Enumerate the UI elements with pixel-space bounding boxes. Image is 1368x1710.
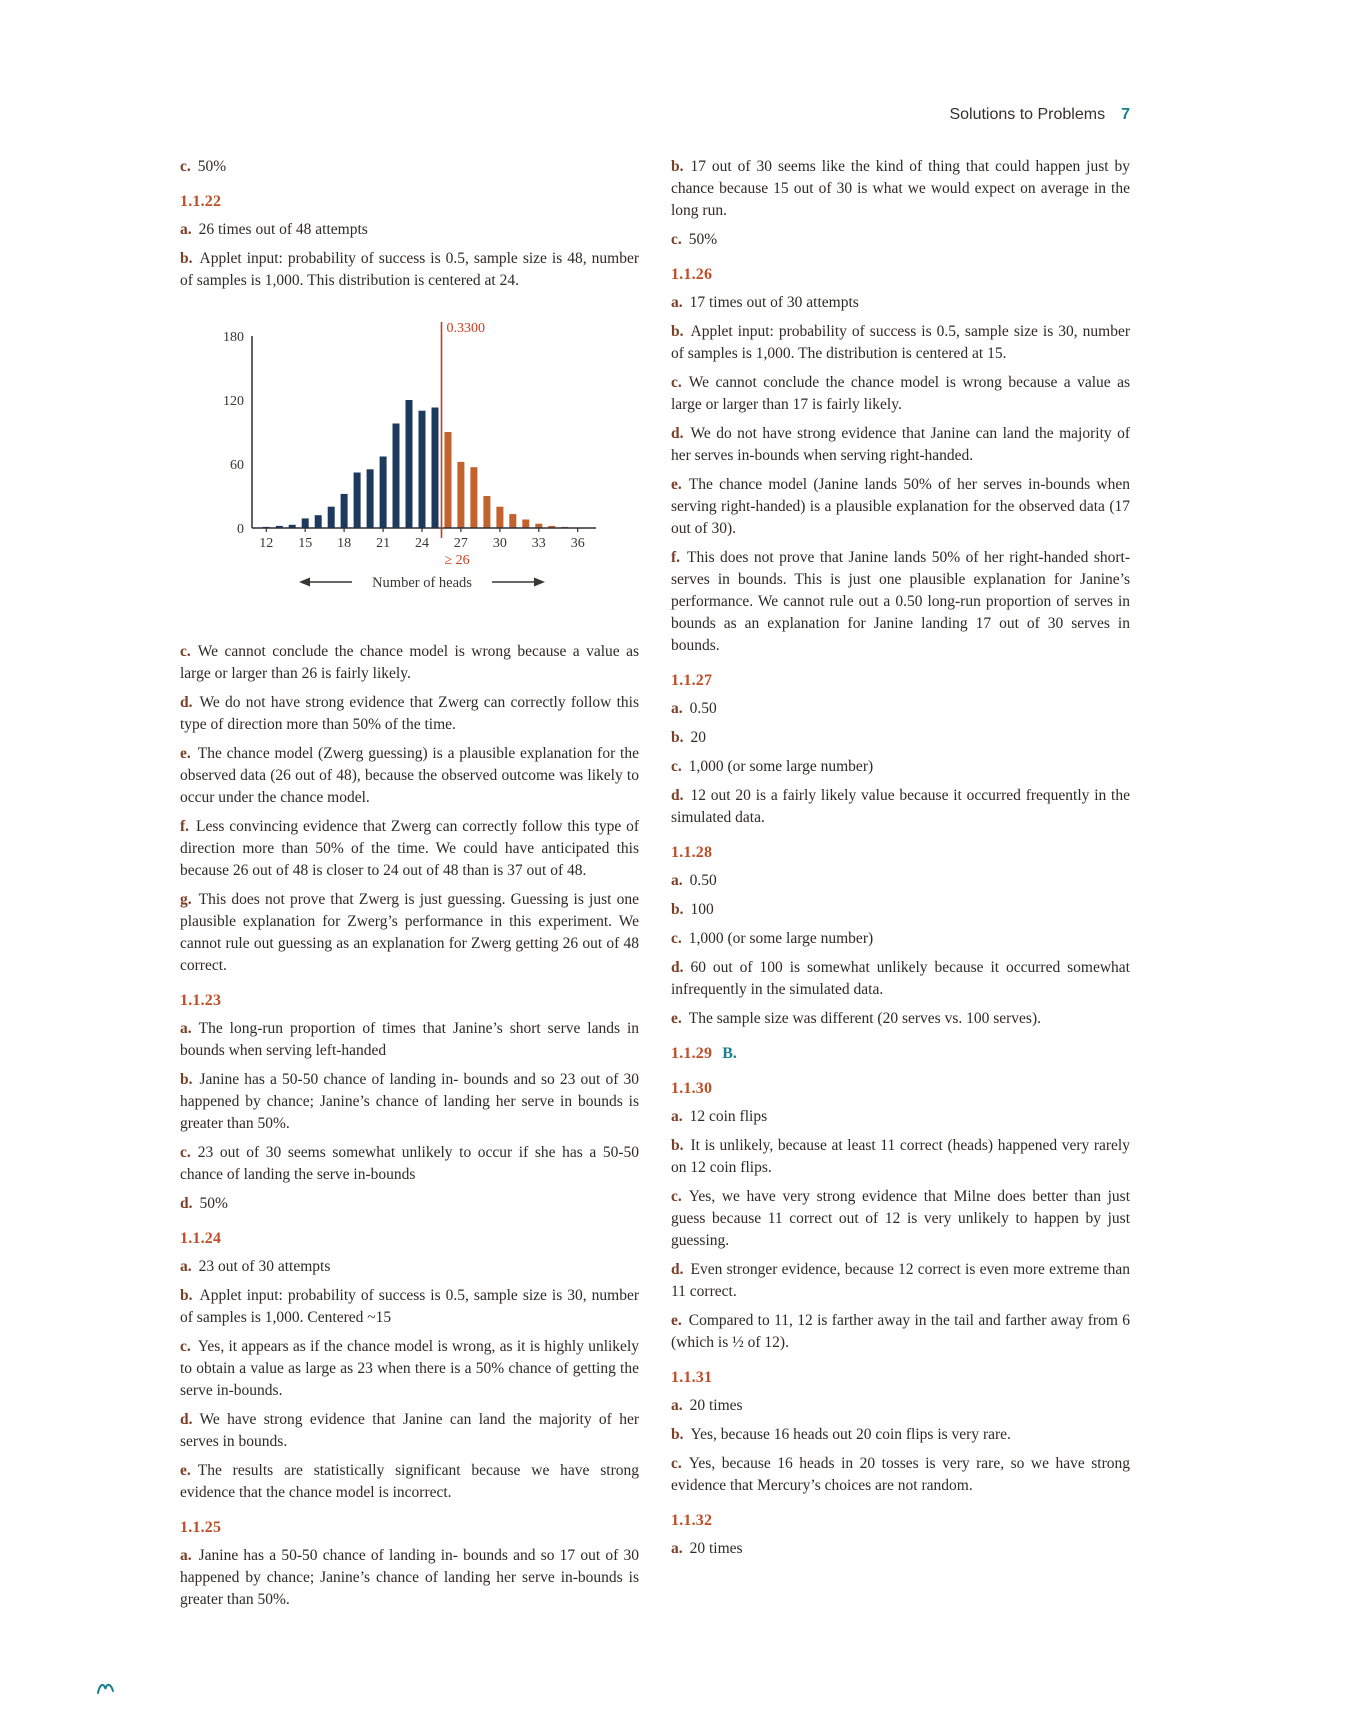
answer-text: 60 out of 100 is somewhat unlikely because it occurred somewhat infrequently in the simulated data.: [671, 959, 1130, 998]
left-column: [180, 156, 639, 1618]
section-heading: [180, 1228, 639, 1250]
section-number: 1.1.31: [671, 1369, 713, 1386]
section-heading: [671, 1078, 1130, 1100]
section-number: 1.1.27: [671, 672, 713, 689]
answer-text: We cannot conclude the chance model is wrong because a value as large or larger than 26 is fairly likely.: [180, 643, 639, 682]
svg-text:36: 36: [570, 536, 585, 551]
answer-letter: a.: [180, 1547, 192, 1564]
answer-item: [671, 1259, 1130, 1303]
section-heading: [180, 191, 639, 213]
svg-text:15: 15: [298, 536, 313, 551]
answer-text: 0.50: [689, 700, 717, 717]
answer-item: [671, 928, 1130, 950]
svg-text:180: 180: [223, 330, 244, 345]
section-heading: [671, 1510, 1130, 1532]
answer-text: 20 times: [689, 1397, 743, 1414]
answer-letter: c.: [180, 158, 191, 175]
answer-item: [180, 743, 639, 809]
svg-text:27: 27: [453, 536, 468, 551]
answer-text: Applet input: probability of success is 0.5, sample size is 30, number of samples is 1,000. The distribution is centered at 15.: [671, 323, 1130, 362]
answer-item: [671, 423, 1130, 467]
page-number: 7: [1121, 106, 1130, 123]
answer-item: [671, 698, 1130, 720]
answer-letter: a.: [180, 221, 192, 238]
answer-text: 26 times out of 48 attempts: [198, 221, 368, 238]
answer-item: [671, 229, 1130, 251]
svg-text:33: 33: [531, 536, 546, 551]
answer-letter: c.: [671, 1188, 682, 1205]
answer-item: [671, 1310, 1130, 1354]
answer-text: We have strong evidence that Janine can land the majority of her serves in bounds.: [180, 1411, 639, 1450]
x-axis: [252, 528, 596, 551]
answer-item: [671, 1395, 1130, 1417]
answer-item: [180, 1409, 639, 1453]
answer-item: [671, 1106, 1130, 1128]
svg-text:24: 24: [415, 536, 429, 551]
answer-letter: e.: [180, 1462, 191, 1479]
answer-letter: c.: [671, 374, 682, 391]
answer-item: [180, 1193, 639, 1215]
answer-letter: a.: [671, 294, 683, 311]
svg-text:60: 60: [230, 458, 244, 473]
answer-text: 20: [690, 729, 706, 746]
section-heading: [671, 842, 1130, 864]
answer-text: The chance model (Janine lands 50% of her serves in-bounds when serving right-handed) is a plausible explanation for the observed data (17 out of 30).: [671, 476, 1130, 537]
answer-item: [671, 321, 1130, 365]
answer-letter: b.: [180, 1287, 193, 1304]
answer-item: [671, 1008, 1130, 1030]
answer-letter: c.: [671, 930, 682, 947]
answer-item: [671, 474, 1130, 540]
answer-item: [671, 1186, 1130, 1252]
section-number: 1.1.30: [671, 1080, 713, 1097]
answer-item: [180, 1285, 639, 1329]
svg-text:30: 30: [492, 536, 507, 551]
page-header: [180, 104, 1130, 126]
page-corner-mark: [96, 1680, 116, 1696]
answer-text: Less convincing evidence that Zwerg can correctly follow this type of direction more than 50% of the time. We could have anticipated this because 26 out of 48 is closer to 24 out of 48 than is 37 out of 48.: [180, 818, 639, 879]
answer-text: 12 out 20 is a fairly likely value because it occurred frequently in the simulated data.: [671, 787, 1130, 826]
answer-letter: b.: [671, 1137, 684, 1154]
header-title: Solutions to Problems: [949, 106, 1106, 123]
section-number: 1.1.23: [180, 992, 222, 1009]
inline-answer: B.: [722, 1045, 737, 1062]
right-column: [671, 156, 1130, 1567]
answer-letter: d.: [671, 425, 684, 442]
answer-letter: b.: [180, 250, 193, 267]
proportion-label: 0.3300: [446, 321, 485, 336]
answer-letter: a.: [671, 1540, 683, 1557]
answer-item: [671, 292, 1130, 314]
answer-text: The sample size was different (20 serves vs. 100 serves).: [688, 1010, 1041, 1027]
answer-text: Yes, because 16 heads out 20 coin flips is very rare.: [690, 1426, 1011, 1443]
answer-item: [180, 1018, 639, 1062]
answer-text: 0.50: [689, 872, 717, 889]
answer-text: We cannot conclude the chance model is wrong because a value as large or larger than 17 is fairly likely.: [671, 374, 1130, 413]
answer-text: We do not have strong evidence that Zwerg can correctly follow this type of direction more than 50% of the time.: [180, 694, 639, 733]
two-column-layout: [180, 156, 1130, 1618]
left-arrow-icon: [299, 578, 310, 587]
answer-letter: d.: [671, 787, 684, 804]
threshold-label: ≥ 26: [444, 553, 470, 568]
section-number: 1.1.25: [180, 1519, 222, 1536]
answer-item: [180, 1460, 639, 1504]
answer-item: [671, 756, 1130, 778]
answer-letter: a.: [671, 872, 683, 889]
answer-text: Yes, because 16 heads in 20 tosses is very rare, so we have strong evidence that Mercury’s choices are not random.: [671, 1455, 1130, 1494]
answer-text: This does not prove that Zwerg is just guessing. Guessing is just one plausible explanation for Zwerg’s performance in this experiment. We cannot rule out guessing as an explanation for Zwerg getting 26 out of 48 correct.: [180, 891, 639, 974]
answer-letter: f.: [180, 818, 190, 835]
answer-letter: b.: [180, 1071, 193, 1088]
answer-text: 23 out of 30 attempts: [198, 1258, 331, 1275]
answer-text: Yes, we have very strong evidence that Milne does better than just guess because 11 correct out of 12 is very unlikely to happen by just guessing.: [671, 1188, 1130, 1249]
histogram-svg: [206, 312, 606, 612]
answer-letter: b.: [671, 1426, 684, 1443]
answer-item: [671, 1424, 1130, 1446]
svg-text:21: 21: [376, 536, 391, 551]
answer-letter: c.: [180, 1338, 191, 1355]
answer-letter: c.: [180, 643, 191, 660]
answer-letter: a.: [180, 1020, 192, 1037]
section-number: 1.1.28: [671, 844, 713, 861]
answer-letter: g.: [180, 891, 192, 908]
answer-item: [671, 785, 1130, 829]
answer-text: 17 times out of 30 attempts: [689, 294, 859, 311]
answer-letter: d.: [671, 1261, 684, 1278]
section-number: 1.1.24: [180, 1230, 222, 1247]
answer-text: Janine has a 50-50 chance of landing in- bounds and so 23 out of 30 happened by chance; Janine’s chance of landing her serve in bounds is greater than 50%.: [180, 1071, 639, 1132]
answer-letter: b.: [671, 323, 684, 340]
answer-letter: d.: [180, 694, 193, 711]
answer-letter: a.: [671, 700, 683, 717]
answer-item: [180, 1142, 639, 1186]
section-heading: [180, 1517, 639, 1539]
svg-text:12: 12: [259, 536, 274, 551]
answer-item: [180, 1069, 639, 1135]
answer-item: [671, 1453, 1130, 1497]
answer-item: [671, 727, 1130, 749]
answer-text: We do not have strong evidence that Janine can land the majority of her serves in-bounds when serving right-handed.: [671, 425, 1130, 464]
answer-text: Janine has a 50-50 chance of landing in- bounds and so 17 out of 30 happened by chance; Janine’s chance of landing her serve in-bounds is greater than 50%.: [180, 1547, 639, 1608]
section-heading: [671, 1367, 1130, 1389]
answer-letter: a.: [180, 1258, 192, 1275]
answer-item: [180, 1545, 639, 1611]
section-number: 1.1.32: [671, 1512, 713, 1529]
answer-item: [671, 547, 1130, 657]
answer-text: 23 out of 30 seems somewhat unlikely to occur if she has a 50-50 chance of landing the serve in-bounds: [180, 1144, 639, 1183]
answer-text: 100: [690, 901, 714, 918]
answer-letter: b.: [671, 158, 684, 175]
svg-text:120: 120: [223, 394, 244, 409]
answer-letter: a.: [671, 1108, 683, 1125]
answer-letter: f.: [671, 549, 681, 566]
answer-text: Compared to 11, 12 is farther away in the tail and farther away from 6 (which is ½ of 12).: [671, 1312, 1130, 1351]
answer-text: Even stronger evidence, because 12 correct is even more extreme than 11 correct.: [671, 1261, 1130, 1300]
answer-item: [671, 1538, 1130, 1560]
answer-text: 50%: [688, 231, 718, 248]
answer-text: 50%: [197, 158, 227, 175]
answer-letter: e.: [671, 476, 682, 493]
section-heading: [671, 1043, 1130, 1065]
answer-item: [180, 692, 639, 736]
answer-item: [671, 870, 1130, 892]
answer-item: [180, 1256, 639, 1278]
svg-text:18: 18: [337, 536, 352, 551]
answer-letter: c.: [671, 231, 682, 248]
answer-item: [671, 1135, 1130, 1179]
answer-item: [180, 156, 639, 178]
svg-text:Number of heads: Number of heads: [372, 575, 472, 591]
answer-letter: d.: [180, 1411, 193, 1428]
section-heading: [671, 264, 1130, 286]
answer-letter: e.: [671, 1010, 682, 1027]
answer-text: It is unlikely, because at least 11 correct (heads) happened very rarely on 12 coin flips.: [671, 1137, 1130, 1176]
answer-item: [671, 957, 1130, 1001]
answer-text: The long-run proportion of times that Janine’s short serve lands in bounds when serving left-handed: [180, 1020, 639, 1059]
answer-letter: a.: [671, 1397, 683, 1414]
answer-letter: c.: [671, 758, 682, 775]
answer-text: 17 out of 30 seems like the kind of thing that could happen just by chance because 15 out of 30 is what we would expect on average in the long run.: [671, 158, 1130, 219]
answer-text: This does not prove that Janine lands 50% of her right-handed short-serves in bounds. This is just one plausible explanation for Janine’s performance. We cannot rule out a 0.50 long-run proportion of serves in bounds as an explanation for Janine landing 17 out of 30 serves in bounds.: [671, 549, 1130, 654]
svg-text:0: 0: [237, 522, 244, 537]
answer-item: [180, 889, 639, 977]
histogram-bars: [263, 400, 568, 528]
answer-text: Yes, it appears as if the chance model is wrong, as it is highly unlikely to obtain a value as large as 23 when there is a 50% chance of getting the serve in-bounds.: [180, 1338, 639, 1399]
answer-letter: b.: [671, 901, 684, 918]
right-arrow-icon: [534, 578, 545, 587]
answer-text: 1,000 (or some large number): [688, 758, 874, 775]
section-number: 1.1.22: [180, 193, 222, 210]
section-heading: [180, 990, 639, 1012]
answer-letter: e.: [671, 1312, 682, 1329]
x-axis-caption: [299, 575, 545, 591]
answer-item: [671, 899, 1130, 921]
answer-item: [671, 156, 1130, 222]
answer-letter: e.: [180, 745, 191, 762]
answer-item: [180, 816, 639, 882]
answer-text: Applet input: probability of success is 0.5, sample size is 30, number of samples is 1,000. Centered ~15: [180, 1287, 639, 1326]
answer-letter: b.: [671, 729, 684, 746]
answer-text: The results are statistically significant because we have strong evidence that the chance model is incorrect.: [180, 1462, 639, 1501]
histogram-chart: [206, 312, 639, 619]
section-number: 1.1.26: [671, 266, 713, 283]
answer-item: [180, 1336, 639, 1402]
answer-item: [671, 372, 1130, 416]
answer-item: [180, 248, 639, 292]
answer-text: 12 coin flips: [689, 1108, 768, 1125]
answer-text: 1,000 (or some large number): [688, 930, 874, 947]
answer-text: 20 times: [689, 1540, 743, 1557]
answer-item: [180, 219, 639, 241]
answer-letter: d.: [671, 959, 684, 976]
section-heading: [671, 670, 1130, 692]
answer-letter: d.: [180, 1195, 193, 1212]
answer-text: Applet input: probability of success is 0.5, sample size is 48, number of samples is 1,000. This distribution is centered at 24.: [180, 250, 639, 289]
answer-text: 50%: [199, 1195, 228, 1212]
answer-letter: c.: [180, 1144, 191, 1161]
answer-item: [180, 641, 639, 685]
answer-letter: c.: [671, 1455, 682, 1472]
answer-text: The chance model (Zwerg guessing) is a plausible explanation for the observed data (26 out of 48), because the observed outcome was likely to occur under the chance model.: [180, 745, 639, 806]
section-number: 1.1.29: [671, 1045, 713, 1062]
y-axis: [223, 330, 252, 537]
